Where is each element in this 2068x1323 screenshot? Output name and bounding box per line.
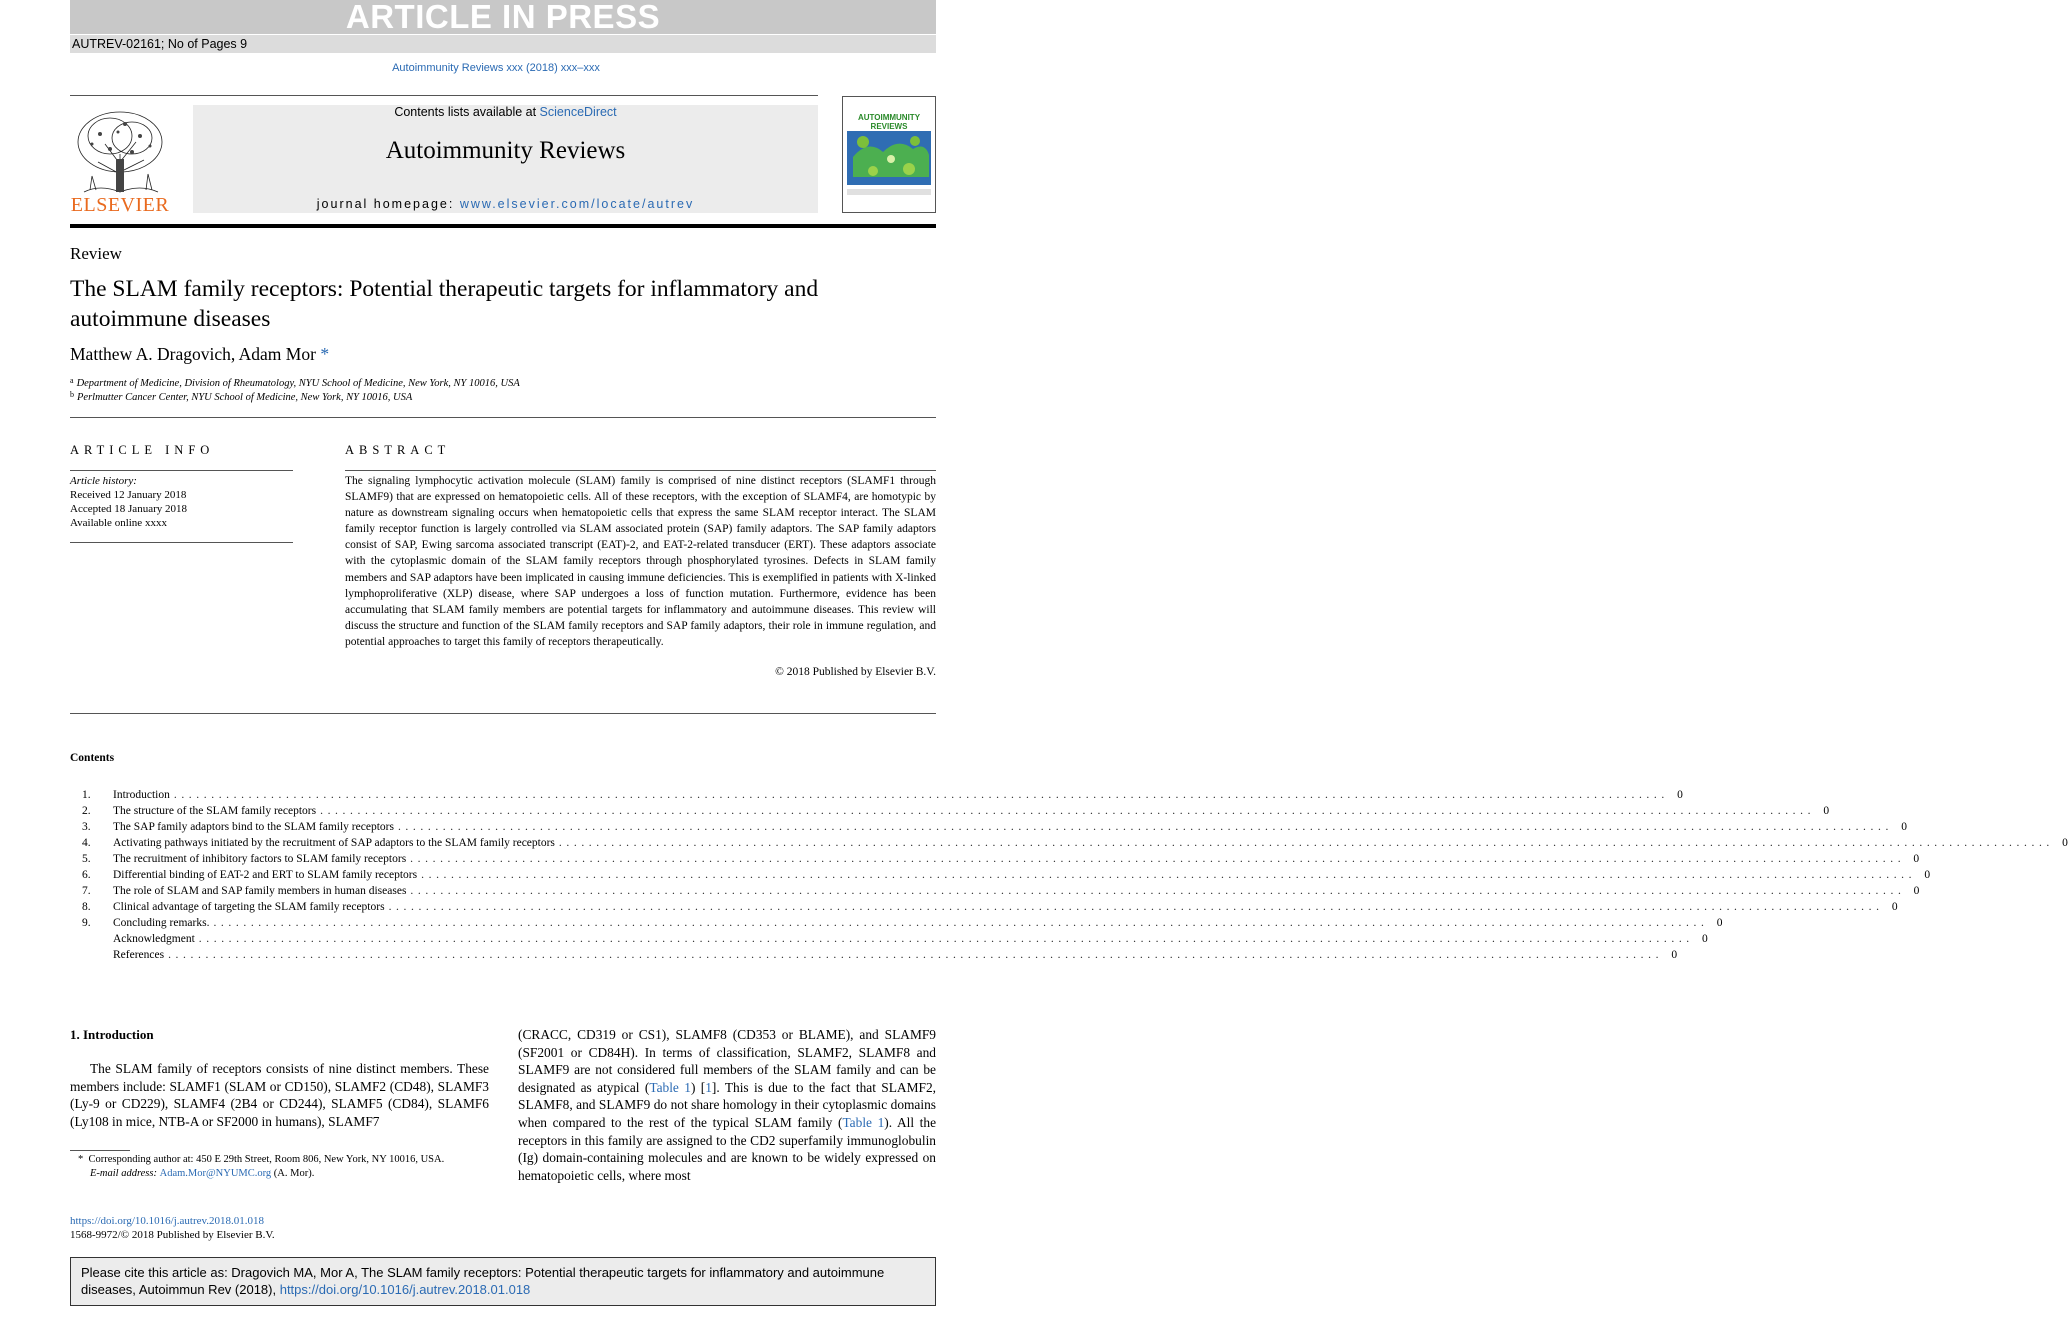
toc-label[interactable]: Acknowledgment xyxy=(113,933,195,945)
divider xyxy=(70,542,293,543)
toc-page-number: 0 xyxy=(1891,901,1898,913)
table-of-contents xyxy=(82,787,2068,963)
toc-number: 8. xyxy=(82,901,91,913)
toc-number: 4. xyxy=(82,837,91,849)
contents-available-line xyxy=(193,105,818,119)
body-text-run: (CRACC, CD319 or CS1), SLAMF8 (CD353 or BLAME), and SLAMF9 (SF2001 or CD84H). In terms of classification, SLAMF2, SLAMF8 and SLAMF9 are not considered full members of the SLAM family and can be designated as atypical ( xyxy=(518,1027,936,1095)
body-text-run: ) [ xyxy=(690,1079,706,1095)
toc-row[interactable] xyxy=(82,787,1683,803)
toc-row[interactable] xyxy=(82,867,1931,883)
footnote-text: Corresponding author at: 450 E 29th Street, Room 806, New York, NY 10016, USA. xyxy=(88,1154,445,1165)
author-list xyxy=(70,344,329,365)
affiliation-mark: a xyxy=(70,376,74,385)
affiliation-text: Perlmutter Cancer Center, NYU School of Medicine, New York, NY 10016, USA xyxy=(77,392,413,403)
divider xyxy=(70,417,936,418)
homepage-prefix: journal homepage: xyxy=(316,197,460,211)
affiliation-mark: b xyxy=(70,390,74,399)
affiliation-a xyxy=(70,376,520,389)
elsevier-wordmark[interactable]: ELSEVIER xyxy=(70,194,170,216)
contents-heading: Contents xyxy=(70,752,115,764)
corresponding-author-mark[interactable]: * xyxy=(320,344,330,364)
affiliation-text: Department of Medicine, Division of Rheumatology, NYU School of Medicine, New York, NY 10016, USA xyxy=(76,378,520,389)
body-paragraph-right xyxy=(518,1026,936,1184)
citation-text: Please cite this article as: Dragovich MA, Mor A, The SLAM family receptors: Potential therapeutic targets for inflammatory and autoimmune diseases, Autoimmun Rev (2018), xyxy=(81,1265,885,1297)
toc-leader-dots: ........................................................................................................................................................................................................ xyxy=(410,853,1906,865)
toc-row[interactable] xyxy=(82,915,1723,931)
email-footnote xyxy=(90,1168,314,1179)
toc-page-number: 0 xyxy=(1671,949,1678,961)
header-thick-rule xyxy=(70,224,936,228)
toc-row[interactable] xyxy=(82,947,1678,963)
author-names: Matthew A. Dragovich, Adam Mor xyxy=(70,344,316,364)
article-title: The SLAM family receptors: Potential therapeutic targets for inflammatory and autoimmune diseases xyxy=(70,276,819,332)
toc-leader-dots: ........................................................................................................................................................................................................ xyxy=(388,901,1884,913)
article-type: Review xyxy=(70,244,122,263)
toc-number: 3. xyxy=(82,821,91,833)
toc-label[interactable]: The role of SLAM and SAP family members in human diseases xyxy=(113,885,407,897)
divider xyxy=(70,470,293,471)
header-top-rule xyxy=(70,95,818,96)
toc-row[interactable] xyxy=(82,883,1920,899)
toc-label[interactable]: Activating pathways initiated by the recruitment of SAP adaptors to the SLAM family receptors xyxy=(113,837,555,849)
divider xyxy=(70,713,936,714)
toc-number: 2. xyxy=(82,805,91,817)
toc-leader-dots: ........................................................................................................................................................................................................ xyxy=(558,837,2054,849)
toc-leader-dots: ........................................................................................................................................................................................................ xyxy=(198,933,1694,945)
abstract-text: The signaling lymphocytic activation molecule (SLAM) family is comprised of nine distinct receptors (SLAMF1 through SLAMF9) that are expressed on hematopoietic cells. All of these receptors, with the exception of SLAMF4, are homotypic by nature as downstream signaling occurs when hematopoietic cells that express the same SLAM receptor interact. The SLAM family receptor function is largely controlled via SLAM associated protein (SAP) family adaptors. The SAP family adaptors consist of SAP, Ewing sarcoma associated transcript (EAT)-2, and EAT-2-related transducer (ERT). These adaptors associate with the cytoplasmic domain of the SLAM family receptors through phosphorylated tyrosines. Defects in SLAM family members and SAP adaptors have been implicated in causing immune deficiencies. This is exemplified in patients with X-linked lymphoproliferative (XLP) disease, where SAP undergoes a loss of function mutation. Furthermore, evidence has been accumulating that SLAM family members are potential targets for inflammatory and autoimmune diseases. This review will discuss the structure and function of the SLAM family receptors and SAP family adaptors, their role in immune regulation, and potential approaches to target this family of receptors therapeutically. xyxy=(345,475,936,648)
toc-page-number: 0 xyxy=(1716,917,1723,929)
reference-1-link[interactable]: 1 xyxy=(705,1079,712,1095)
sciencedirect-link[interactable]: ScienceDirect xyxy=(539,105,617,119)
toc-number: 7. xyxy=(82,885,91,897)
footnote-rule xyxy=(70,1150,130,1151)
toc-leader-dots: ........................................................................................................................................................................................................ xyxy=(421,869,1917,881)
toc-row[interactable] xyxy=(82,835,2068,851)
copyright-notice: © 2018 Published by Elsevier B.V. xyxy=(775,666,936,678)
toc-label[interactable]: The structure of the SLAM family receptors xyxy=(113,805,317,817)
body-text-run: ]. This is due to the fact that SLAMF2, SLAMF8, and SLAMF9 do not share homology in their cytoplasmic domains when compared to the rest of the typical SLAM family ( xyxy=(518,1079,936,1130)
email-link[interactable]: Adam.Mor@NYUMC.org xyxy=(159,1168,272,1179)
received-date: Received 12 January 2018 xyxy=(70,489,187,501)
doi-link[interactable]: https://doi.org/10.1016/j.autrev.2018.01.018 xyxy=(70,1215,265,1227)
toc-page-number: 0 xyxy=(1677,789,1683,801)
toc-label[interactable]: Clinical advantage of targeting the SLAM family receptors xyxy=(113,901,385,913)
affiliation-b xyxy=(70,390,412,403)
toc-page-number: 0 xyxy=(1924,869,1931,881)
toc-leader-dots: ........................................................................................................................................................................................................ xyxy=(320,805,1816,817)
corresponding-author-footnote xyxy=(78,1154,444,1165)
footnote-mark: * xyxy=(78,1154,84,1165)
toc-number: 5. xyxy=(82,853,91,865)
email-suffix: (A. Mor). xyxy=(271,1168,315,1179)
citation-box xyxy=(70,1257,936,1306)
toc-label[interactable]: Introduction xyxy=(113,789,170,801)
available-online-date: Available online xxxx xyxy=(70,517,167,529)
toc-label[interactable]: The SAP family adaptors bind to the SLAM family receptors xyxy=(113,821,394,833)
journal-name: Autoimmunity Reviews xyxy=(385,137,626,164)
cover-title: AUTOIMMUNITY REVIEWS xyxy=(857,113,921,131)
toc-row[interactable] xyxy=(82,803,1830,819)
toc-number: 1. xyxy=(82,789,91,801)
document-id: AUTREV-02161; No of Pages 9 xyxy=(70,35,936,53)
toc-leader-dots: ........................................................................................................................................................................................................ xyxy=(168,949,1664,961)
contents-prefix: Contents lists available at xyxy=(394,105,540,119)
toc-label[interactable]: References xyxy=(113,949,165,961)
toc-leader-dots: ........................................................................................................................................................................................................ xyxy=(213,917,1709,929)
toc-number: 9. xyxy=(82,917,91,929)
body-paragraph-left: The SLAM family of receptors consists of nine distinct members. These members include: SLAMF1 (SLAM or CD150), SLAMF2 (CD48), SLAMF3 (Ly-9 or CD229), SLAMF4 (2B4 or CD244), SLAMF5 (CD84), SLAMF6 (Ly108 in mice, NTB-A or SF2000 in humans), SLAMF7 xyxy=(70,1061,489,1129)
toc-page-number: 0 xyxy=(1901,821,1907,833)
homepage-link[interactable]: www.elsevier.com/locate/autrev xyxy=(459,197,695,211)
table-1-link[interactable]: Table 1 xyxy=(649,1079,691,1095)
toc-label[interactable]: Differential binding of EAT-2 and ERT to SLAM family receptors xyxy=(113,869,418,881)
toc-page-number: 0 xyxy=(2062,837,2068,849)
toc-page-number: 0 xyxy=(1913,853,1920,865)
toc-leader-dots: ........................................................................................................................................................................................................ xyxy=(410,885,1906,897)
toc-row[interactable] xyxy=(82,931,1708,947)
accepted-date: Accepted 18 January 2018 xyxy=(70,503,187,515)
toc-row[interactable] xyxy=(82,819,1907,835)
abstract-heading: ABSTRACT xyxy=(345,443,451,457)
article-info-heading: ARTICLE INFO xyxy=(70,443,215,457)
toc-label[interactable]: Concluding remarks. xyxy=(113,917,210,929)
divider xyxy=(345,470,936,471)
toc-page-number: 0 xyxy=(1823,805,1830,817)
article-in-press-banner: ARTICLE IN PRESS xyxy=(70,0,936,34)
email-label: E-mail address: xyxy=(90,1168,160,1179)
section-heading-introduction: 1. Introduction xyxy=(70,1027,154,1042)
toc-row[interactable] xyxy=(82,899,1898,915)
toc-leader-dots: ........................................................................................................................................................................................................ xyxy=(173,789,1669,801)
toc-page-number: 0 xyxy=(1702,933,1708,945)
journal-citation-link[interactable]: Autoimmunity Reviews xxx (2018) xxx–xxx xyxy=(392,62,600,74)
table-1-link[interactable]: Table 1 xyxy=(842,1114,885,1130)
citation-doi-link[interactable]: https://doi.org/10.1016/j.autrev.2018.01.018 xyxy=(279,1282,531,1297)
toc-page-number: 0 xyxy=(1913,885,1920,897)
body-text-run: ). All the receptors in this family are assigned to the CD2 superfamily immunoglobulin (Ig) domain-containing molecules and are known to be widely expressed on hematopoietic cells, where most xyxy=(518,1114,937,1183)
toc-label[interactable]: The recruitment of inhibitory factors to SLAM family receptors xyxy=(113,853,407,865)
journal-homepage-line xyxy=(193,197,818,211)
article-history-label: Article history: xyxy=(70,475,137,487)
toc-number: 6. xyxy=(82,869,91,881)
issn-line: 1568-9972/© 2018 Published by Elsevier B.V. xyxy=(70,1229,275,1241)
toc-leader-dots: ........................................................................................................................................................................................................ xyxy=(397,821,1893,833)
toc-row[interactable] xyxy=(82,851,1920,867)
